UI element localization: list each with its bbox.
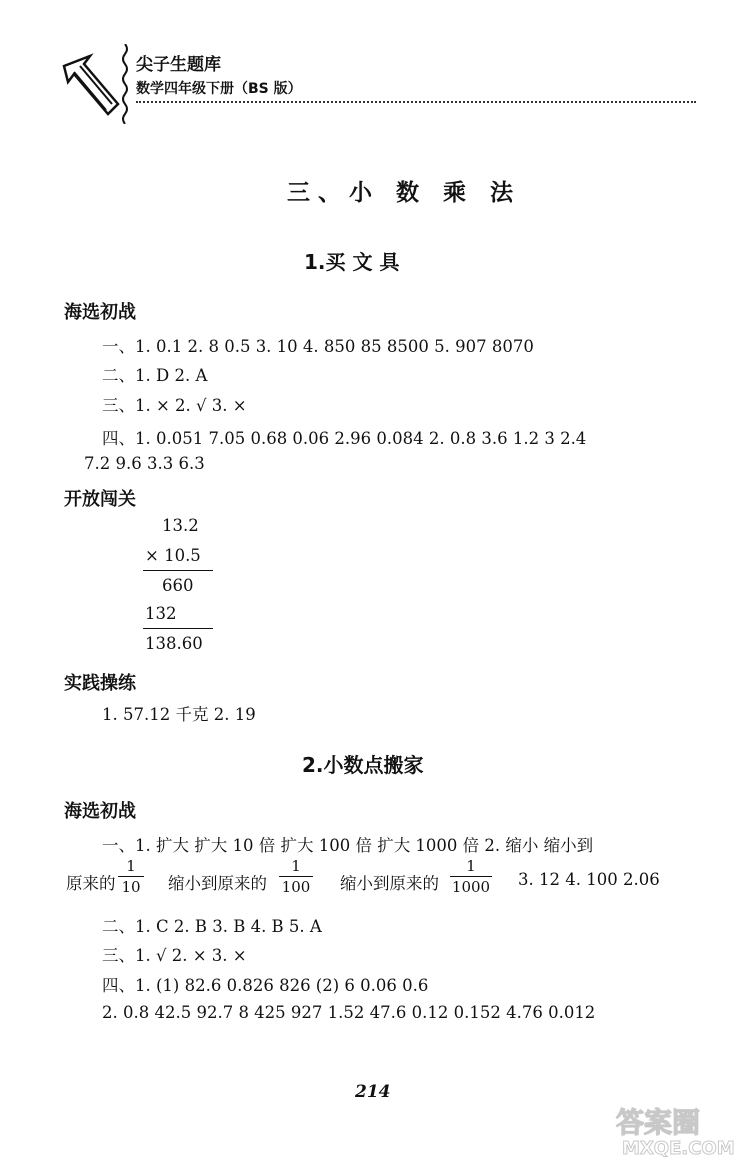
answer-line: 二、1. C 2. B 3. B 4. B 5. A bbox=[102, 917, 322, 936]
partial-product: 660 bbox=[162, 576, 194, 595]
answer-line: 1. 57.12 千克 2. 19 bbox=[102, 705, 256, 724]
answer-line: 一、1. 0.1 2. 8 0.5 3. 10 4. 850 85 8500 5. 907 8070 bbox=[102, 337, 534, 356]
answer-text: 缩小到原来的 bbox=[340, 874, 439, 893]
section-title: 1.买 文 具 bbox=[304, 250, 400, 274]
answer-line: 四、1. 0.051 7.05 0.68 0.06 2.96 0.084 2. 0.8 3.6 1.2 3 2.4 bbox=[102, 429, 587, 448]
page-number: 214 bbox=[355, 1082, 391, 1102]
fraction bbox=[450, 857, 492, 896]
fraction-bar bbox=[450, 876, 492, 877]
answer-line: 三、1. × 2. √ 3. × bbox=[102, 396, 247, 415]
book-title: 尖子生题库 bbox=[136, 55, 221, 75]
answer-text: 缩小到原来的 bbox=[168, 874, 267, 893]
book-subtitle: 数学四年级下册（BS 版） bbox=[136, 81, 302, 97]
answer-line: 二、1. D 2. A bbox=[102, 366, 208, 385]
fraction bbox=[279, 857, 313, 896]
watermark-logo bbox=[612, 1102, 746, 1158]
multiplicand: 13.2 bbox=[162, 516, 199, 535]
fraction bbox=[118, 857, 144, 896]
subsection-heading: 海选初战 bbox=[64, 801, 136, 822]
calc-rule bbox=[143, 570, 213, 571]
wavy-divider-icon bbox=[120, 44, 130, 124]
header-dotted-rule bbox=[136, 101, 696, 103]
answer-text: 3. 12 4. 100 2.06 bbox=[518, 870, 660, 889]
answer-line: 2. 0.8 42.5 92.7 8 425 927 1.52 47.6 0.12 0.152 4.76 0.012 bbox=[102, 1003, 596, 1022]
subsection-heading: 海选初战 bbox=[64, 302, 136, 323]
subsection-heading: 开放闯关 bbox=[64, 489, 136, 510]
fraction-bar bbox=[279, 876, 313, 877]
answer-text: 原来的 bbox=[66, 874, 116, 893]
fraction-denominator: 10 bbox=[121, 878, 141, 896]
answer-line: 7.2 9.6 3.3 6.3 bbox=[84, 454, 205, 473]
chapter-title: 三、小 数 乘 法 bbox=[287, 180, 522, 206]
fraction-denominator: 1000 bbox=[451, 878, 491, 896]
fraction-denominator: 100 bbox=[281, 878, 311, 896]
svg-text:答案圈: 答案圈 bbox=[616, 1106, 701, 1139]
answer-line: 四、1. (1) 82.6 0.826 826 (2) 6 0.06 0.6 bbox=[102, 976, 429, 995]
fraction-numerator: 1 bbox=[291, 857, 301, 875]
answer-line: 一、1. 扩大 扩大 10 倍 扩大 100 倍 扩大 1000 倍 2. 缩小 缩小到 bbox=[102, 836, 594, 855]
fraction-numerator: 1 bbox=[466, 857, 476, 875]
subsection-heading: 实践操练 bbox=[64, 673, 136, 694]
answer-line: 三、1. √ 2. × 3. × bbox=[102, 946, 247, 965]
fraction-bar bbox=[118, 876, 144, 877]
svg-text:MXQE.COM: MXQE.COM bbox=[622, 1138, 735, 1158]
calc-rule bbox=[143, 628, 213, 629]
partial-product: 132 bbox=[145, 604, 177, 623]
product: 138.60 bbox=[145, 634, 203, 653]
fraction-numerator: 1 bbox=[126, 857, 136, 875]
multiplier: × 10.5 bbox=[145, 546, 201, 565]
arrow-icon bbox=[60, 52, 122, 122]
section-title: 2.小数点搬家 bbox=[302, 753, 424, 777]
